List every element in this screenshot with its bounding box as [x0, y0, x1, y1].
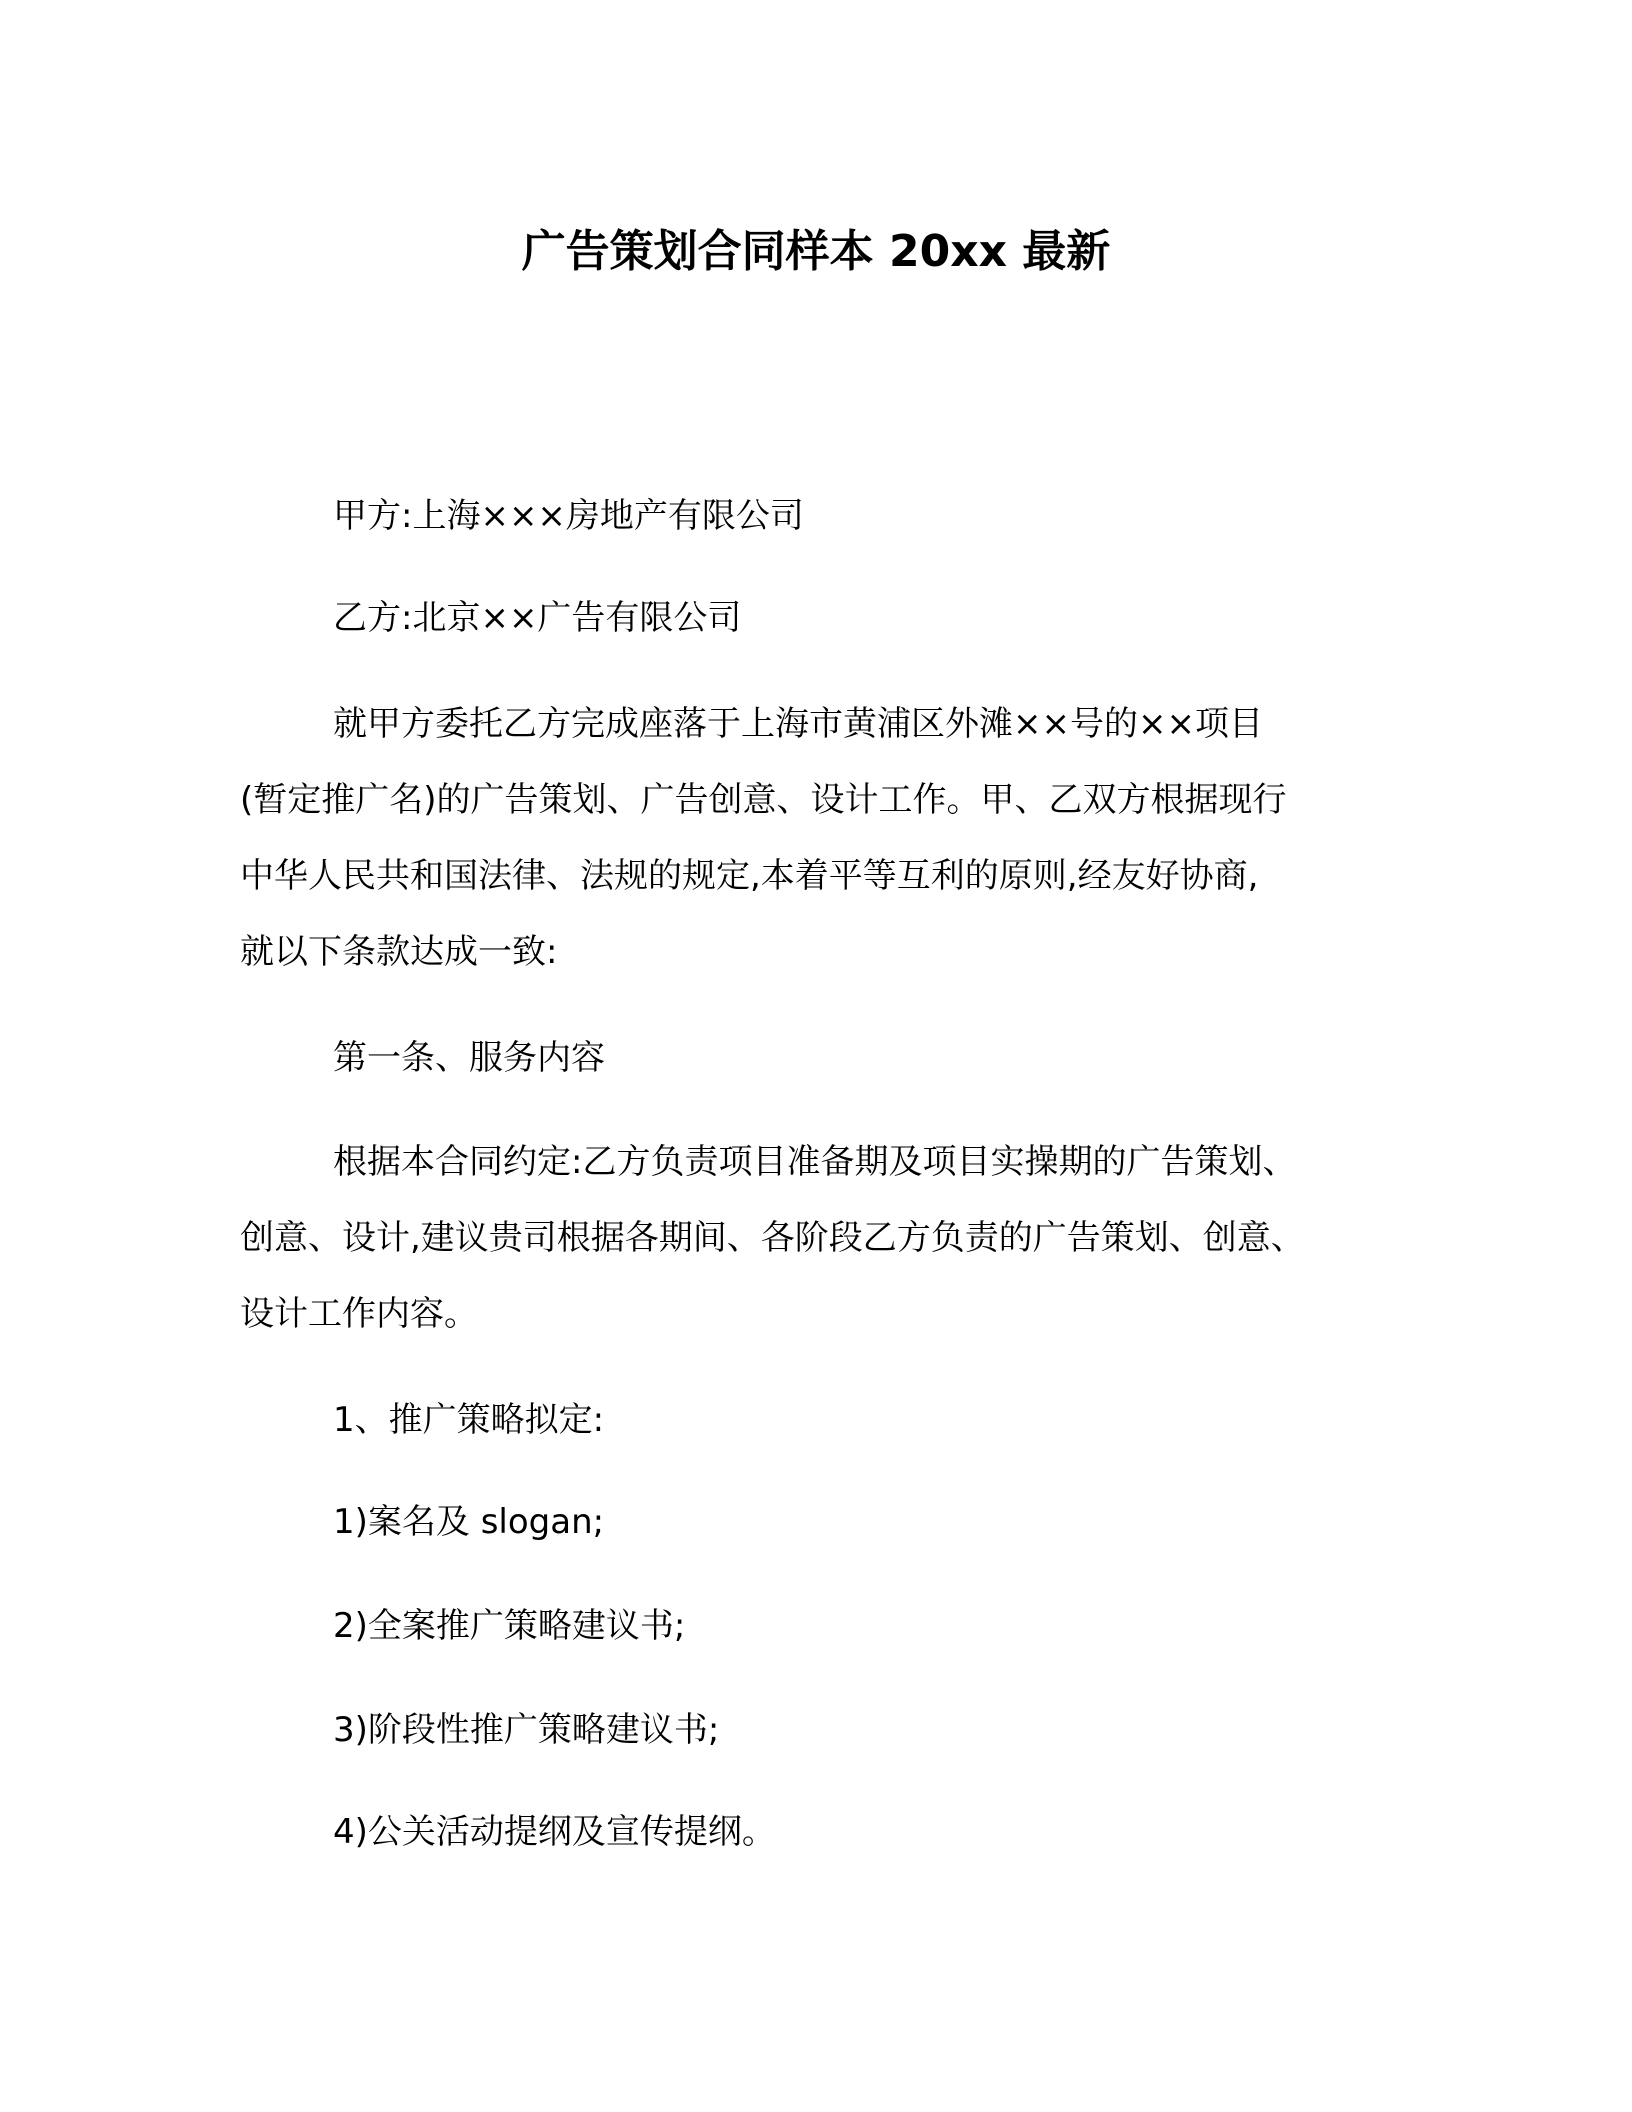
article-1-line: 根据本合同约定:乙方负责项目准备期及项目实操期的广告策划、	[333, 1142, 1297, 1182]
list-item: 1)案名及 slogan;	[333, 1502, 605, 1542]
article-1-heading: 第一条、服务内容	[333, 1038, 605, 1078]
list-item: 3)阶段性推广策略建议书;	[333, 1710, 720, 1750]
list-item: 4)公关活动提纲及宣传提纲。	[333, 1812, 776, 1852]
article-1-line: 创意、设计,建议贵司根据各期间、各阶段乙方负责的广告策划、创意、	[240, 1218, 1305, 1258]
section-1-heading: 1、推广策略拟定:	[333, 1400, 605, 1440]
list-item: 2)全案推广策略建议书;	[333, 1606, 686, 1646]
intro-line: 就甲方委托乙方完成座落于上海市黄浦区外滩××号的××项目	[333, 704, 1263, 744]
intro-line: 就以下条款达成一致:	[240, 932, 558, 972]
document-title: 广告策划合同样本 20xx 最新	[521, 226, 1111, 277]
intro-line: 中华人民共和国法律、法规的规定,本着平等互利的原则,经友好协商,	[240, 856, 1259, 896]
intro-line: (暂定推广名)的广告策划、广告创意、设计工作。甲、乙双方根据现行	[240, 780, 1287, 820]
article-1-line: 设计工作内容。	[240, 1294, 478, 1334]
party-a-line: 甲方:上海×××房地产有限公司	[333, 496, 804, 536]
party-b-line: 乙方:北京××广告有限公司	[333, 598, 742, 638]
